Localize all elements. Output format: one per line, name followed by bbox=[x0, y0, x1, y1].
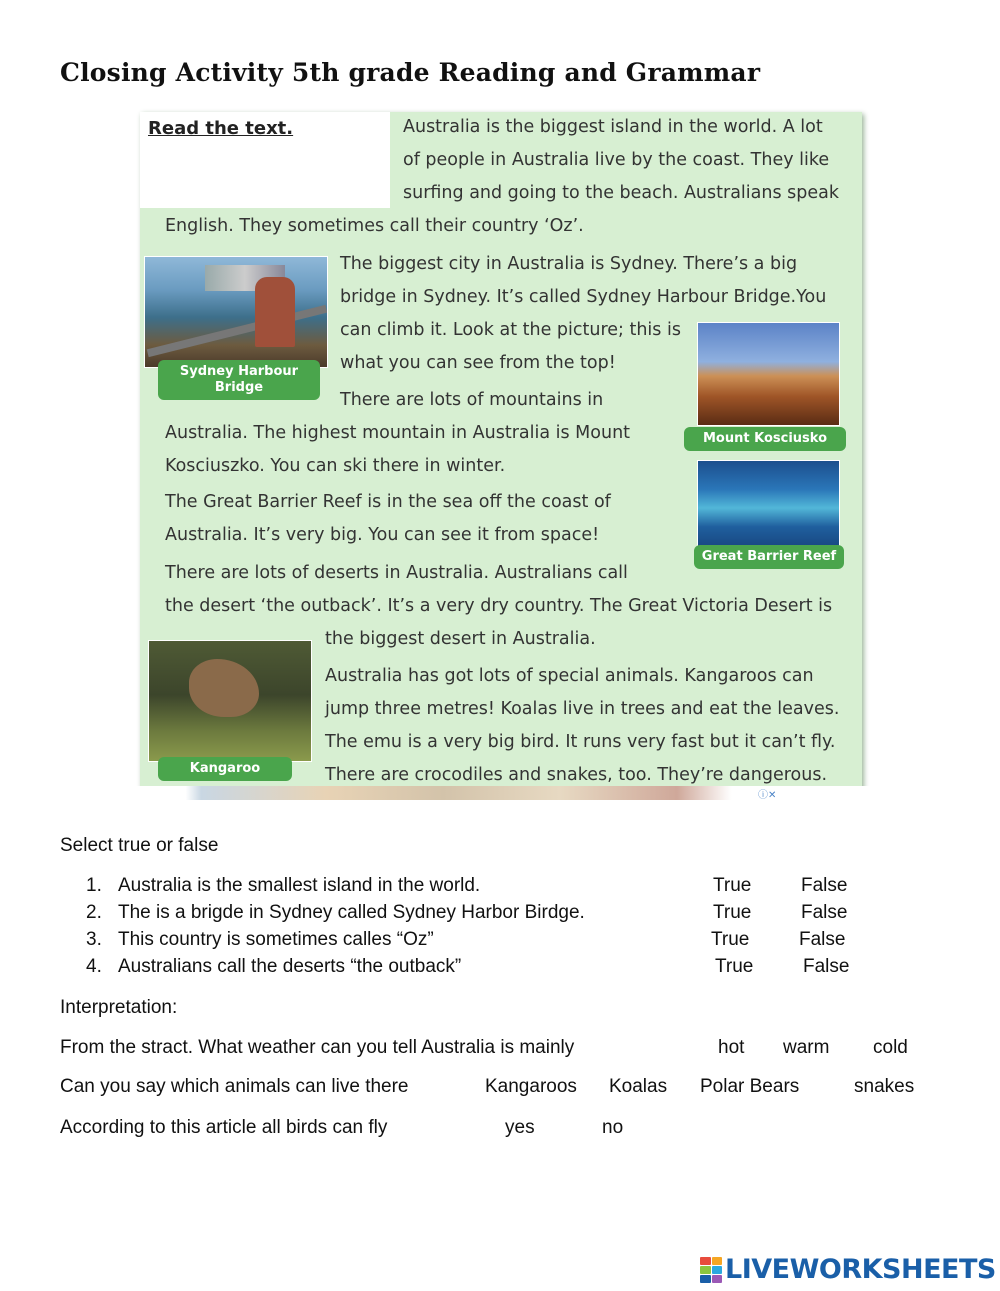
question-number: 4. bbox=[86, 956, 102, 977]
liveworksheets-logo-icon bbox=[700, 1257, 722, 1283]
reading-line: jump three metres! Koalas live in trees and eat the leaves. bbox=[325, 699, 840, 719]
reading-line: bridge in Sydney. It’s called Sydney Harbour Bridge.You bbox=[340, 287, 827, 307]
animal-option-koalas[interactable]: Koalas bbox=[609, 1076, 668, 1097]
reading-line: The biggest city in Australia is Sydney. There’s a big bbox=[340, 254, 798, 274]
scan-bottom-strip bbox=[92, 786, 872, 800]
bridge-rail bbox=[147, 305, 327, 357]
animal-option-kangaroos[interactable]: Kangaroos bbox=[485, 1076, 577, 1097]
weather-option-cold[interactable]: cold bbox=[873, 1037, 908, 1058]
reading-line: Kosciuszko. You can ski there in winter. bbox=[165, 456, 506, 476]
bridge-climber bbox=[255, 277, 295, 347]
reading-line: The emu is a very big bird. It runs very fast but it can’t fly. bbox=[325, 732, 836, 752]
reading-line: Australia has got lots of special animals. Kangaroos can bbox=[325, 666, 814, 686]
reading-line: Australia. The highest mountain in Australia is Mount bbox=[165, 423, 631, 443]
reading-line: the biggest desert in Australia. bbox=[325, 629, 596, 649]
reading-line: Australia. It’s very big. You can see it from space! bbox=[165, 525, 600, 545]
answer-true-option[interactable]: True bbox=[715, 956, 754, 977]
question-text: Australia is the smallest island in the world. bbox=[118, 875, 481, 896]
mount-caption: Mount Kosciusko bbox=[684, 427, 846, 451]
reading-line: The Great Barrier Reef is in the sea off the coast of bbox=[165, 492, 611, 512]
sydney-caption: Sydney Harbour Bridge bbox=[158, 360, 320, 400]
reading-line: There are crocodiles and snakes, too. They’re dangerous. bbox=[325, 765, 828, 785]
great-barrier-reef-photo bbox=[697, 460, 840, 556]
weather-option-warm[interactable]: warm bbox=[783, 1037, 830, 1058]
read-the-text-label: Read the text. bbox=[148, 118, 294, 139]
animal-option-polar-bears[interactable]: Polar Bears bbox=[700, 1076, 800, 1097]
reading-line: Australia is the biggest island in the world. A lot bbox=[403, 117, 823, 137]
answer-false-option[interactable]: False bbox=[799, 929, 846, 950]
kangaroo-figure bbox=[189, 659, 259, 717]
answer-true-option[interactable]: True bbox=[713, 875, 752, 896]
answer-true-option[interactable]: True bbox=[713, 902, 752, 923]
weather-option-hot[interactable]: hot bbox=[718, 1037, 745, 1058]
reading-line: the desert ‘the outback’. It’s a very dry country. The Great Victoria Desert is bbox=[165, 596, 833, 616]
birds-option-yes[interactable]: yes bbox=[505, 1117, 535, 1138]
reading-line: of people in Australia live by the coast. They like bbox=[403, 150, 830, 170]
reading-line: what you can see from the top! bbox=[340, 353, 616, 373]
kangaroo-caption: Kangaroo bbox=[158, 757, 292, 781]
question-text: This country is sometimes calles “Oz” bbox=[118, 929, 434, 950]
worksheet-title: Closing Activity 5th grade Reading and Grammar bbox=[60, 58, 761, 87]
reading-line: English. They sometimes call their country ‘Oz’. bbox=[165, 216, 584, 236]
reef-caption: Great Barrier Reef bbox=[694, 545, 844, 569]
question-number: 3. bbox=[86, 929, 102, 950]
birds-option-no[interactable]: no bbox=[602, 1117, 624, 1138]
interpretation-heading: Interpretation: bbox=[60, 997, 178, 1018]
animals-question: Can you say which animals can live there bbox=[60, 1076, 409, 1097]
reading-line: can climb it. Look at the picture; this is bbox=[340, 320, 681, 340]
question-text: The is a brigde in Sydney called Sydney Harbor Birdge. bbox=[118, 902, 585, 923]
reading-line: There are lots of mountains in bbox=[340, 390, 604, 410]
answer-false-option[interactable]: False bbox=[801, 902, 848, 923]
answer-false-option[interactable]: False bbox=[803, 956, 850, 977]
liveworksheets-logo[interactable] bbox=[700, 1254, 996, 1285]
reading-line: surfing and going to the beach. Australians speak bbox=[403, 183, 839, 203]
liveworksheets-logo-text: LIVEWORKSHEETS bbox=[725, 1254, 996, 1285]
weather-question: From the stract. What weather can you tell Australia is mainly bbox=[60, 1037, 575, 1058]
sydney-harbour-photo bbox=[144, 256, 328, 368]
question-text: Australians call the deserts “the outback” bbox=[118, 956, 462, 977]
birds-question: According to this article all birds can fly bbox=[60, 1117, 388, 1138]
answer-false-option[interactable]: False bbox=[801, 875, 848, 896]
ad-choices-icon: ⓘ✕ bbox=[758, 790, 777, 801]
question-number: 2. bbox=[86, 902, 102, 923]
reading-line: There are lots of deserts in Australia. Australians call bbox=[165, 563, 628, 583]
answer-true-option[interactable]: True bbox=[711, 929, 750, 950]
mount-kosciusko-photo bbox=[697, 322, 840, 426]
true-false-heading: Select true or false bbox=[60, 835, 219, 856]
animal-option-snakes[interactable]: snakes bbox=[854, 1076, 915, 1097]
question-number: 1. bbox=[86, 875, 102, 896]
kangaroo-photo bbox=[148, 640, 312, 762]
